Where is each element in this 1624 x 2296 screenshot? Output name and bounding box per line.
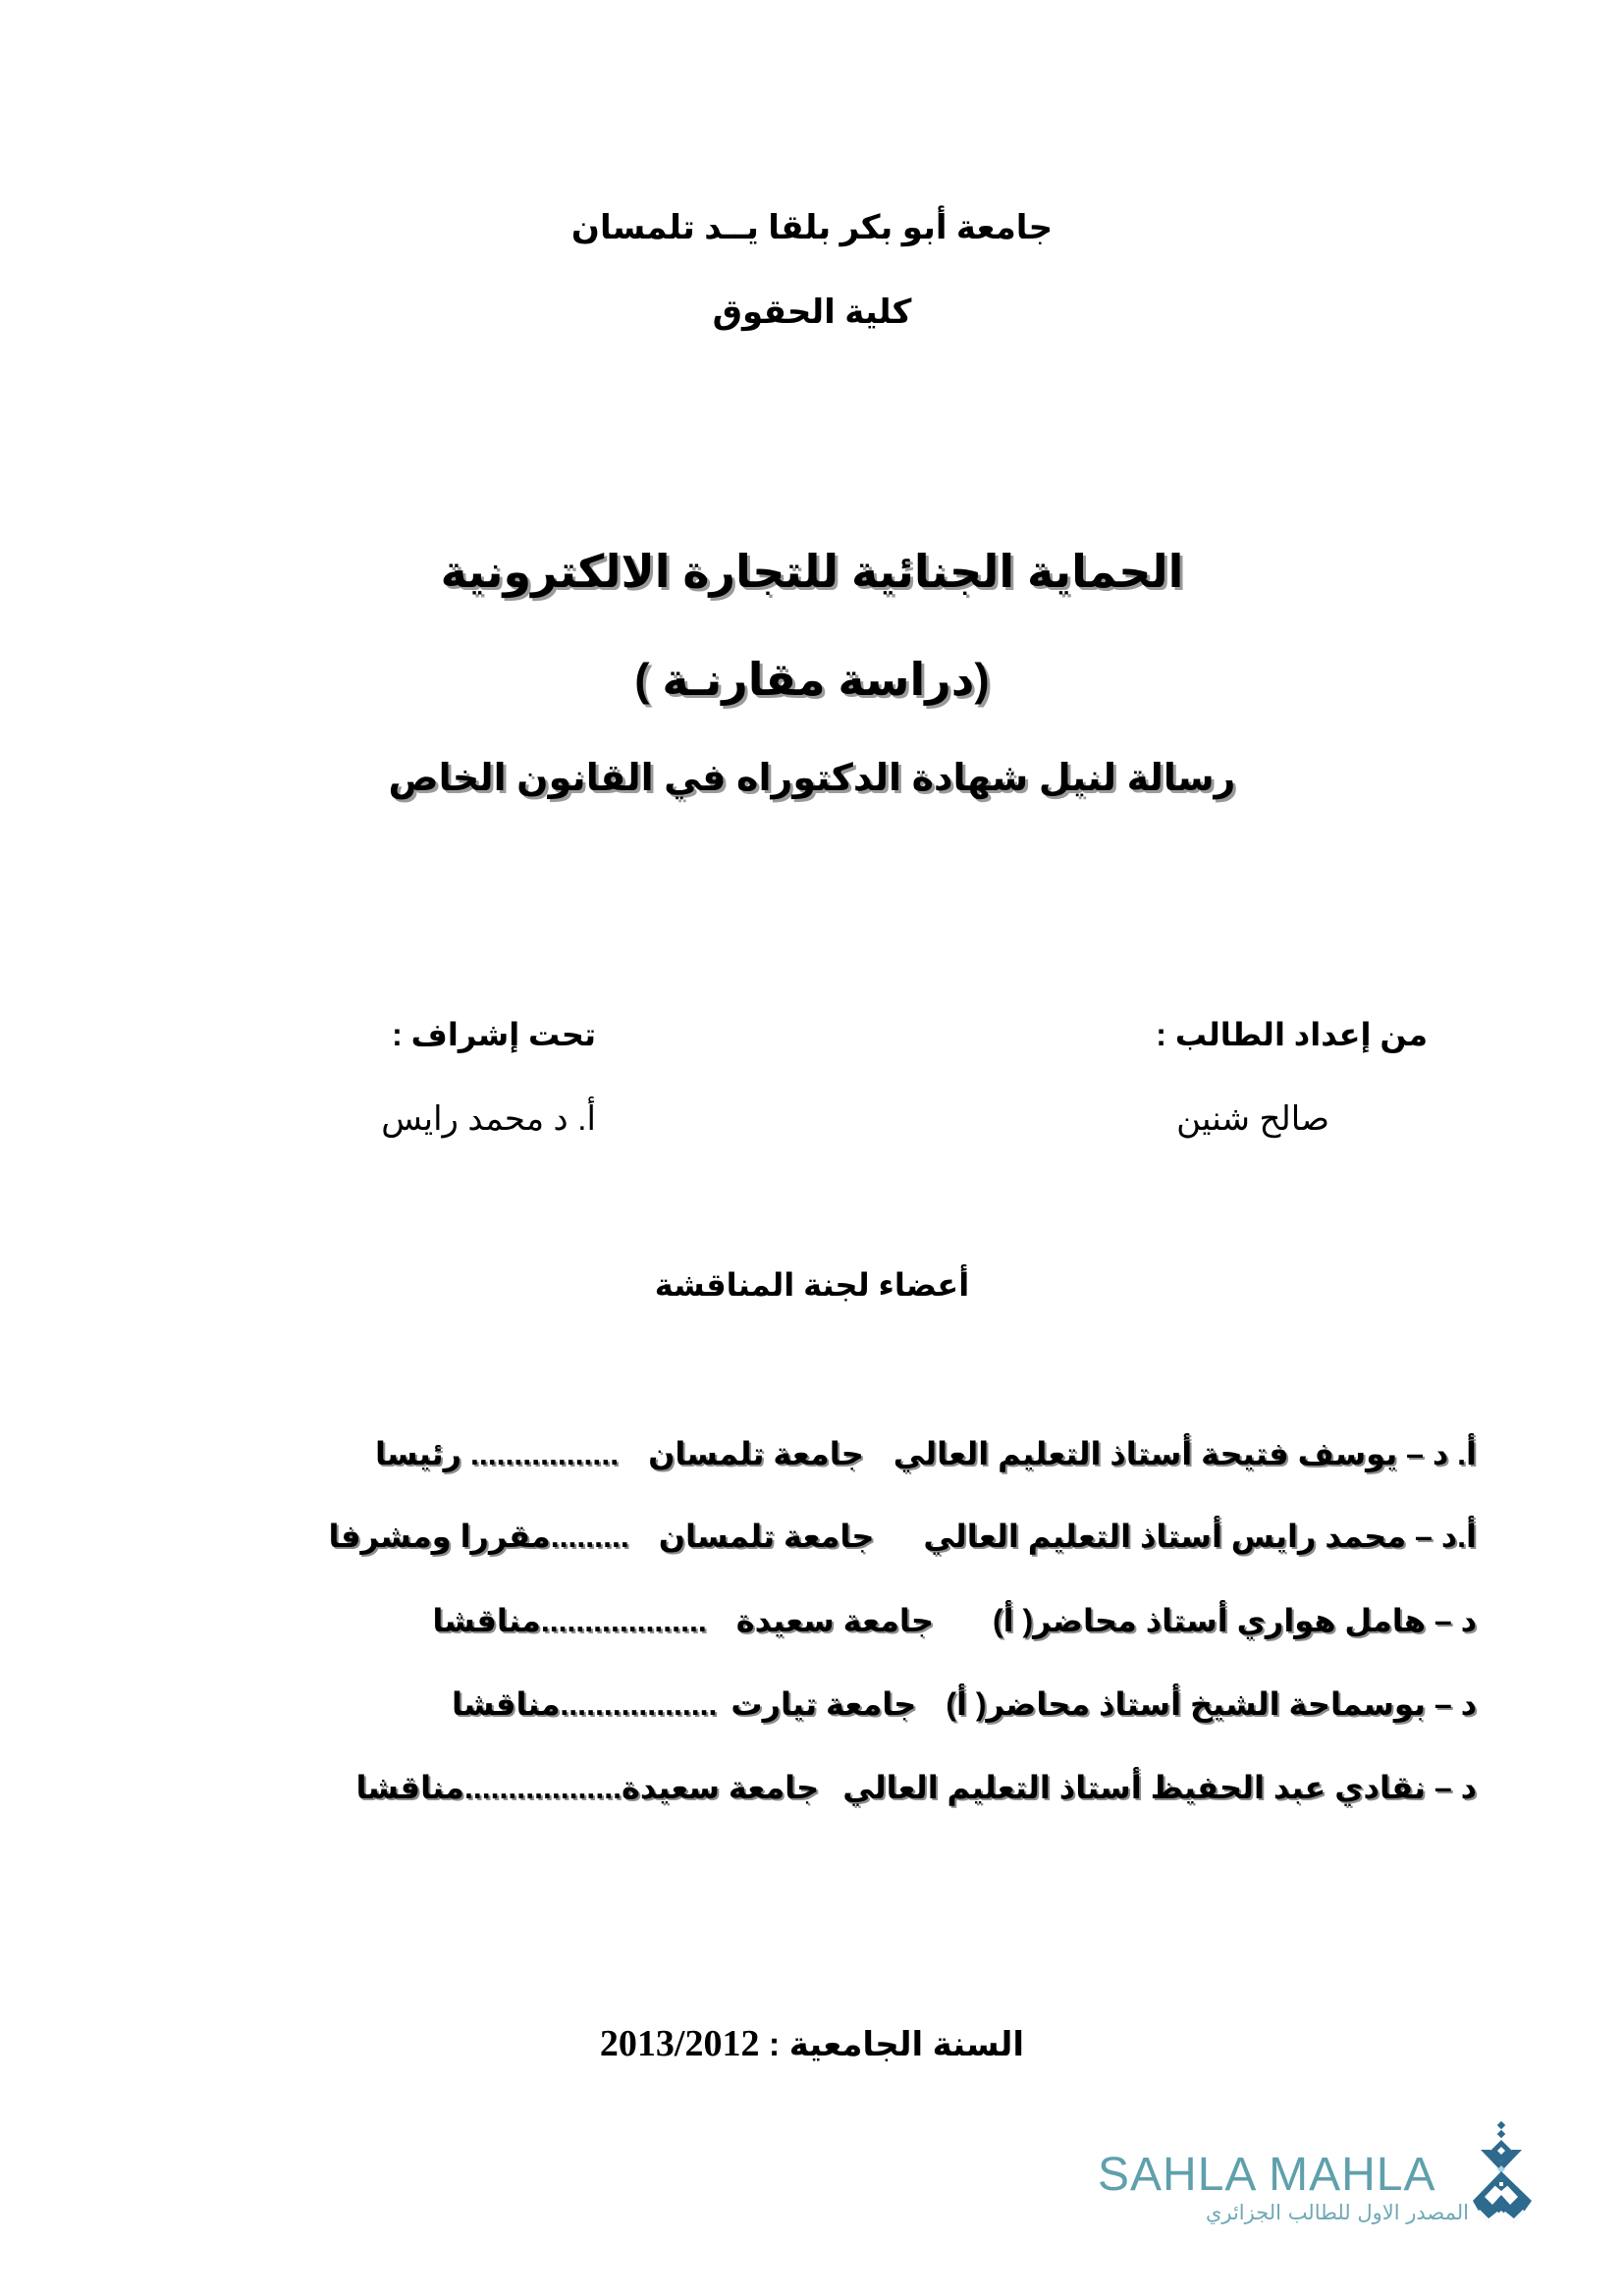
member-name: أ.د – محمد رايس أستاذ التعليم العالي [923,1519,1477,1554]
member-role: .........مقررا ومشرفا [328,1519,629,1554]
thesis-subtitle: (دراسة مقارنـة ) [634,654,990,705]
committee-member [329,1518,1477,1555]
member-role: ..................مناقشا [451,1686,718,1722]
committee-member [375,1435,1477,1472]
thesis-title: الحماية الجنائية للتجارة الالكترونية [440,546,1184,597]
sahla-mahla-watermark [1098,2120,1530,2238]
member-role: ..................مناقشا [355,1770,622,1805]
supervisor-label: تحت إشراف : [392,1017,596,1052]
sahla-mahla-logo-icon [1473,2120,1536,2230]
supervisor-name: أ. د محمد رايس [381,1100,596,1138]
faculty-name: كلية الحقوق [712,294,912,331]
academic-year-value: 2013/2012 [599,2023,760,2064]
watermark-tagline: المصدر الاول للطالب الجزائري [1205,2201,1469,2224]
student-name: صالح شنين [1176,1100,1329,1138]
student-label: من إعداد الطالب : [1156,1017,1428,1052]
member-name: أ. د – يوسف فتيحة أستاذ التعليم العالي [893,1436,1477,1471]
member-university: جامعة تلمسان [658,1519,875,1554]
member-role: ................. رئيسا [374,1436,620,1471]
committee-title: أعضاء لجنة المناقشة [654,1267,970,1303]
member-name: د – نقادي عبد الحفيظ أستاذ التعليم العالي [842,1770,1477,1805]
member-university: جامعة تيارت [731,1686,917,1722]
university-name: جامعة أبو بكر بلقا يــد تلمسان [570,209,1054,246]
academic-year-label: السنة الجامعية : [768,2026,1025,2063]
watermark-brand: SAHLA MAHLA [1098,2149,1436,2201]
committee-member [356,1769,1477,1806]
committee-member [432,1602,1477,1639]
degree-statement: رسالة لنيل شهادة الدكتوراه في القانون الخاص [388,758,1236,799]
academic-year [0,2022,1624,2065]
member-university: جامعة سعيدة [621,1770,820,1805]
committee-member [452,1685,1477,1723]
member-university: جامعة تلمسان [648,1436,864,1471]
member-name: د – بوسماحة الشيخ أستاذ محاضر( أ) [946,1686,1477,1722]
member-university: جامعة سعيدة [735,1603,934,1638]
member-name: د – هامل هواري أستاذ محاضر( أ) [992,1603,1477,1638]
member-role: ...................مناقشا [432,1603,707,1638]
